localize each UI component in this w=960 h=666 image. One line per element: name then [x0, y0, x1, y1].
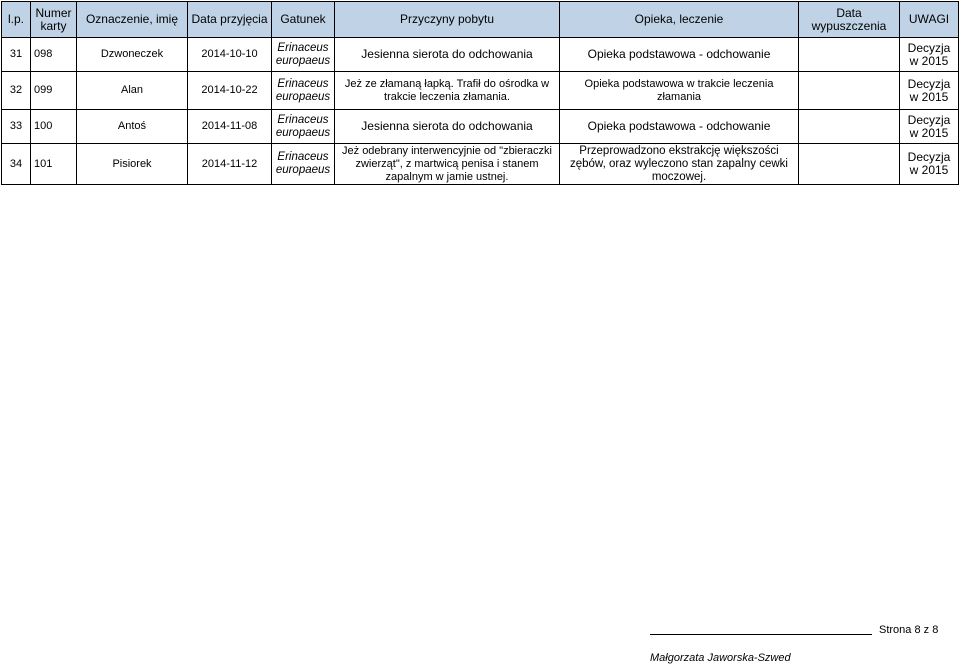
cell-admission-date: 2014-10-22 [188, 72, 272, 110]
cell-notes: Decyzja w 2015 [900, 144, 959, 185]
cell-name: Alan [77, 72, 188, 110]
cell-care: Opieka podstawowa w trakcie leczenia złamania [560, 72, 799, 110]
cell-admission-date: 2014-11-12 [188, 144, 272, 185]
cell-admission-date: 2014-11-08 [188, 110, 272, 144]
cell-reason: Jesienna sierota do odchowania [335, 38, 560, 72]
cell-notes: Decyzja w 2015 [900, 38, 959, 72]
cell-care: Opieka podstawowa - odchowanie [560, 38, 799, 72]
cell-lp: 33 [2, 110, 31, 144]
cell-care: Opieka podstawowa - odchowanie [560, 110, 799, 144]
header-admission-date: Data przyjęcia [188, 2, 272, 38]
cell-admission-date: 2014-10-10 [188, 38, 272, 72]
header-name: Oznaczenie, imię [77, 2, 188, 38]
cell-notes: Decyzja w 2015 [900, 110, 959, 144]
footer-rule [650, 634, 872, 635]
table-row [2, 72, 959, 110]
author-name: Małgorzata Jaworska-Szwed [650, 652, 791, 664]
cell-reason: Jesienna sierota do odchowania [335, 110, 560, 144]
cell-species: Erinaceus europaeus [272, 110, 335, 144]
header-species: Gatunek [272, 2, 335, 38]
cell-species: Erinaceus europaeus [272, 144, 335, 185]
cell-name: Antoś [77, 110, 188, 144]
cell-release-date [799, 72, 900, 110]
header-lp: l.p. [2, 2, 31, 38]
cell-notes: Decyzja w 2015 [900, 72, 959, 110]
cell-card-number: 099 [31, 72, 77, 110]
header-card-number: Numer karty [31, 2, 77, 38]
cell-release-date [799, 144, 900, 185]
table-row [2, 38, 959, 72]
cell-lp: 31 [2, 38, 31, 72]
cell-reason: Jeż ze złamaną łapką. Trafił do ośrodka w trakcie leczenia złamania. [335, 72, 560, 110]
table-header-row [2, 2, 959, 38]
table-row [2, 110, 959, 144]
cell-lp: 32 [2, 72, 31, 110]
cell-species: Erinaceus europaeus [272, 38, 335, 72]
cell-name: Dzwoneczek [77, 38, 188, 72]
animal-register-table [1, 1, 959, 185]
header-notes: UWAGI [900, 2, 959, 38]
page-number: Strona 8 z 8 [879, 624, 939, 636]
table-row [2, 144, 959, 185]
cell-release-date [799, 110, 900, 144]
cell-release-date [799, 38, 900, 72]
cell-name: Pisiorek [77, 144, 188, 185]
cell-card-number: 098 [31, 38, 77, 72]
cell-reason: Jeż odebrany interwencyjnie od "zbieraczki zwierząt", z martwicą penisa i stanem zapalnym w jamie ustnej. [335, 144, 560, 185]
cell-care: Przeprowadzono ekstrakcję większości zębów, oraz wyleczono stan zapalny cewki moczowej. [560, 144, 799, 185]
header-care: Opieka, leczenie [560, 2, 799, 38]
cell-card-number: 100 [31, 110, 77, 144]
header-reason: Przyczyny pobytu [335, 2, 560, 38]
cell-species: Erinaceus europaeus [272, 72, 335, 110]
cell-card-number: 101 [31, 144, 77, 185]
header-release-date: Data wypuszczenia [799, 2, 900, 38]
cell-lp: 34 [2, 144, 31, 185]
